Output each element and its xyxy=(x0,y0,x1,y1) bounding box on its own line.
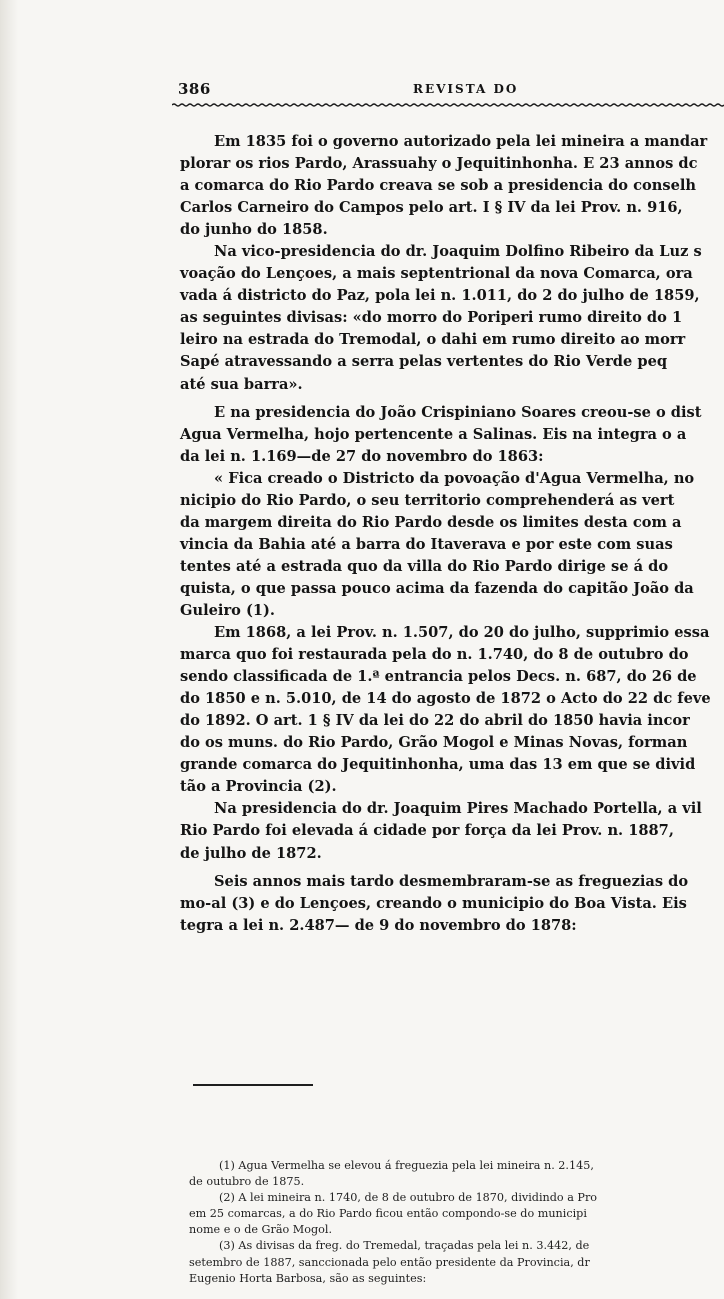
body-line: tentes até a estrada quo da villa do Rio Pardo dirige se á do xyxy=(180,557,669,575)
body-line: leiro na estrada do Tremodal, o dahi em rumo direito ao morr xyxy=(180,331,686,349)
running-title: REVISTA DO xyxy=(413,82,519,96)
body-line: tão a Provincia (2). xyxy=(180,778,337,796)
body-line: Na vico-presidencia do dr. Joaquim Dolfino Ribeiro da Luz s xyxy=(214,243,702,261)
body-line: Guleiro (1). xyxy=(180,601,275,619)
footnote-line: (3) As divisas da freg. do Tremedal, traçadas pela lei n. 3.442, de xyxy=(219,1239,590,1253)
body-line: quista, o que passa pouco acima da fazenda do capitão João da xyxy=(180,579,694,597)
body-line: grande comarca do Jequitinhonha, uma das 13 em que se divid xyxy=(180,756,696,774)
body-line: plorar os rios Pardo, Arassuahy o Jequitinhonha. E 23 annos dc xyxy=(180,155,698,173)
body-line: do 1850 e n. 5.010, de 14 do agosto de 1872 o Acto do 22 dc feve xyxy=(180,690,711,708)
body-line: Sapé atravessando a serra pelas vertentes do Rio Verde peq xyxy=(180,353,668,371)
body-line: E na presidencia do João Crispiniano Soares creou-se o dist xyxy=(214,403,702,421)
body-line: voação do Lençoes, a mais septentrional da nova Comarca, ora xyxy=(180,265,693,283)
body-line: Seis annos mais tardo desmembraram-se as freguezias do xyxy=(214,872,689,890)
body-line: Em 1835 foi o governo autorizado pela lei mineira a mandar xyxy=(214,133,708,150)
footnote-line: (2) A lei mineira n. 1740, de 8 de outubro de 1870, dividindo a Pro xyxy=(219,1191,598,1205)
body-line: mo-al (3) e do Lençoes, creando o municipio do Boa Vista. Eis xyxy=(180,894,687,912)
body-line: Em 1868, a lei Prov. n. 1.507, do 20 do julho, supprimio essa xyxy=(214,624,710,642)
body-line: da lei n. 1.169—de 27 do novembro do 1863: xyxy=(180,447,544,465)
footnote-line: em 25 comarcas, a do Rio Pardo ficou então compondo-se do municipi xyxy=(189,1207,587,1221)
footnote-line: nome e o de Grão Mogol. xyxy=(189,1223,333,1237)
page-gutter-shadow xyxy=(0,0,18,1299)
body-line: vincia da Bahia até a barra do Itaverava e por este com suas xyxy=(180,535,673,553)
header-wavy-rule xyxy=(172,103,724,107)
body-line: tegra a lei n. 2.487— de 9 do novembro do 1878: xyxy=(180,916,577,934)
body-text xyxy=(180,131,724,937)
body-line: vada á districto do Paz, pola lei n. 1.011, do 2 do julho de 1859, xyxy=(180,287,700,305)
page-header xyxy=(178,80,724,100)
body-line: de julho de 1872. xyxy=(180,844,322,862)
body-line: marca quo foi restaurada pela do n. 1.740, do 8 de outubro do xyxy=(180,646,689,664)
body-line: Rio Pardo foi elevada á cidade por força da lei Prov. n. 1887, xyxy=(180,822,674,840)
footnote-line: (1) Agua Vermelha se elevou á freguezia pela lei mineira n. 2.145, xyxy=(219,1159,594,1172)
body-line: Carlos Carneiro do Campos pelo art. I § IV da lei Prov. n. 916, xyxy=(180,199,683,217)
body-line: sendo classificada de 1.ª entrancia pelos Decs. n. 687, do 26 de xyxy=(180,668,697,686)
body-line: a comarca do Rio Pardo creava se sob a presidencia do conselh xyxy=(180,177,697,195)
body-line: da margem direita do Rio Pardo desde os limites desta com a xyxy=(180,513,682,531)
footnote-line: Eugenio Horta Barbosa, são as seguintes: xyxy=(189,1271,427,1285)
body-line: do 1892. O art. 1 § IV da lei do 22 do abril do 1850 havia incor xyxy=(180,712,690,730)
footnotes xyxy=(189,1158,724,1287)
body-line: até sua barra». xyxy=(180,375,303,393)
body-line: Na presidencia do dr. Joaquim Pires Machado Portella, a vil xyxy=(214,800,702,818)
page-number: 386 xyxy=(178,80,211,98)
body-line: Agua Vermelha, hojo pertencente a Salinas. Eis na integra o a xyxy=(180,425,687,443)
body-line: as seguintes divisas: «do morro do Poriperi rumo direito do 1 xyxy=(180,309,683,327)
footnote-line: de outubro de 1875. xyxy=(189,1175,305,1189)
body-line: do junho do 1858. xyxy=(180,221,328,239)
footnote-line: setembro de 1887, sanccionada pelo então presidente da Provincia, dr xyxy=(189,1255,590,1269)
footnote-separator xyxy=(193,1084,313,1086)
body-line: « Fica creado o Districto da povoação d'Agua Vermelha, no xyxy=(214,469,695,487)
body-line: do os muns. do Rio Pardo, Grão Mogol e Minas Novas, forman xyxy=(180,734,688,752)
body-line: nicipio do Rio Pardo, o seu territorio comprehenderá as vert xyxy=(180,491,675,509)
